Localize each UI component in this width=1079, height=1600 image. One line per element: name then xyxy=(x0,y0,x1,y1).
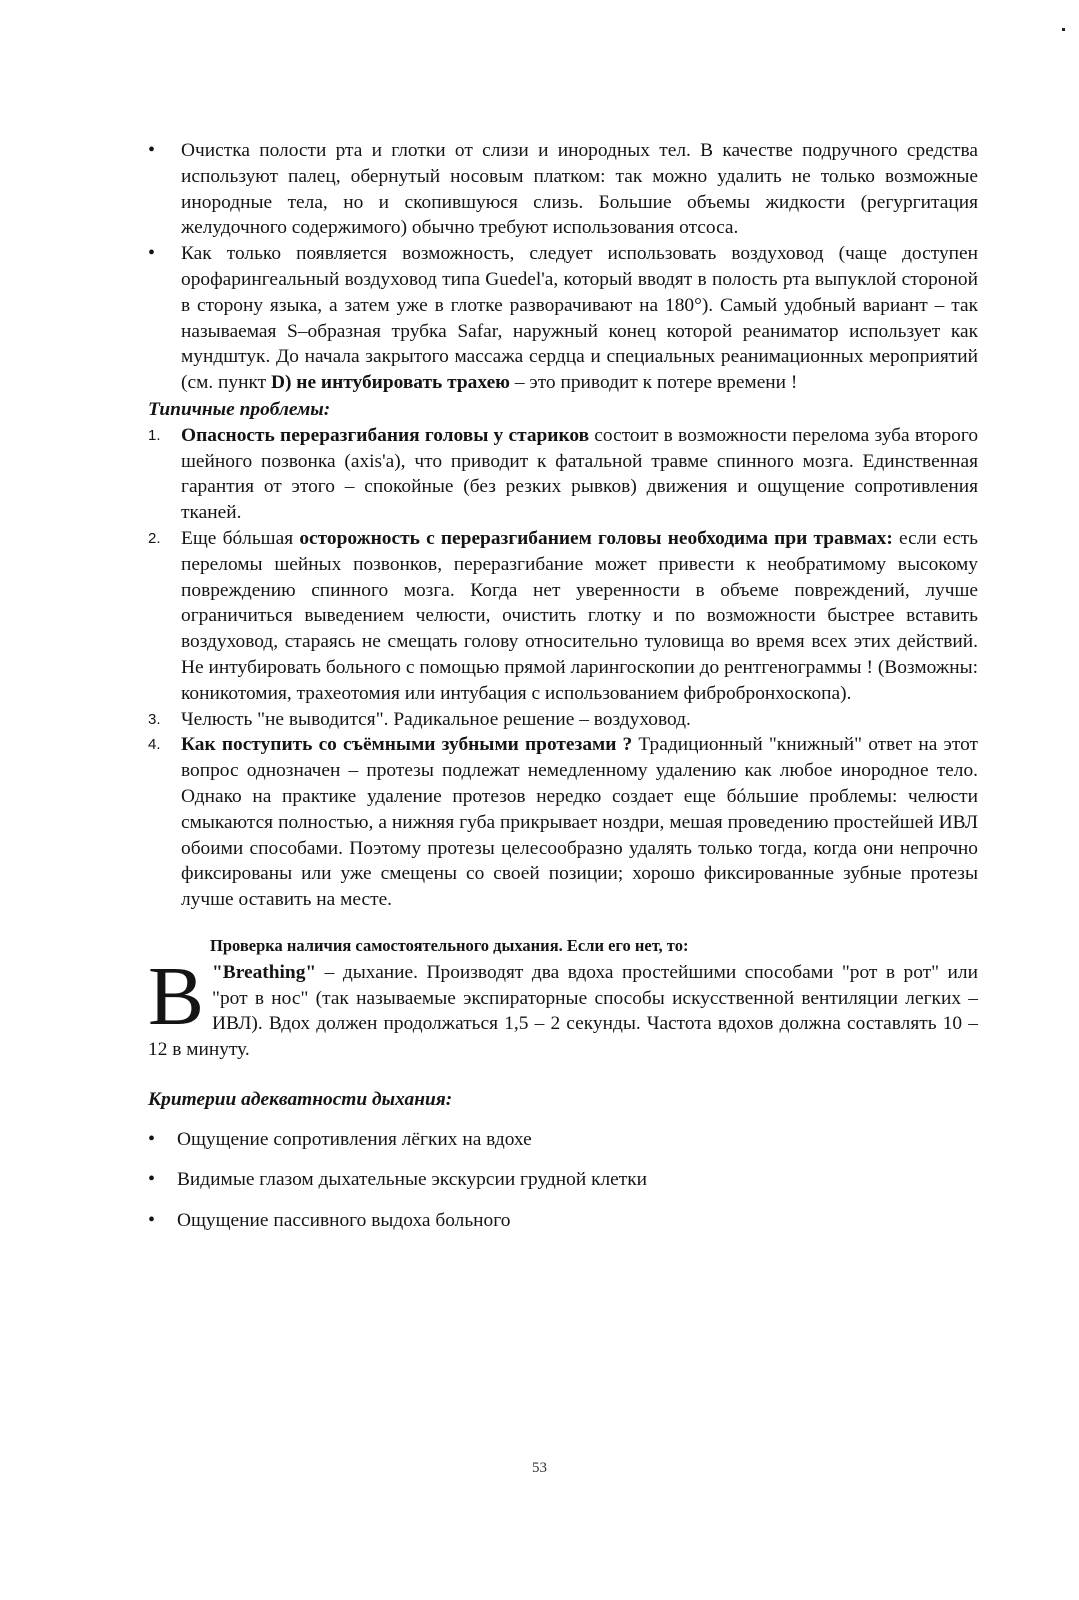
scan-speck xyxy=(1062,28,1065,31)
problem-item-1 xyxy=(148,423,978,526)
problem-text: Традиционный "книжный" ответ на этот вопрос однозначен – протезы подлежат немедленному удалению как любое инородное тело. Однако на практике удаление протезов нередко создает еще бóльшие проблемы: челюсти смыкаются полностью, а нижняя губа прикрывает ноздри, мешая проведению простейшей ИВЛ обоими способами. Поэтому протезы целесообразно удалять только тогда, когда они непрочно фиксированы или уже смещены со своей позиции; хорошо фиксированные зубные протезы лучше оставить на месте. xyxy=(181,734,979,911)
dropcap-letter: B xyxy=(148,949,205,1043)
top-bullet-list xyxy=(148,138,978,396)
problem-item-3 xyxy=(148,707,978,733)
problem-text: если есть переломы шейных позвонков, переразгибание может привести к необратимому высокому повреждению спинного мозга. Когда нет уверенности в объеме повреждений, лучше ограничиться выведением челюсти, очистить глотку и по возможности быстрее вставить воздуховод, стараясь не смещать голову относительно туловища во время всех этих действий. Не интубировать больного с помощью прямой ларингоскопии до рентгенограммы ! (Возможны: коникотомия, трахеотомия или интубация с использованием фибробронхоскопа). xyxy=(181,527,978,704)
criteria-item: • Ощущение пассивного выдоха больного xyxy=(148,1208,978,1234)
breathing-section xyxy=(148,933,978,1063)
problem-number: 3. xyxy=(148,710,161,728)
problem-item-4 xyxy=(148,732,978,913)
page-number: 53 xyxy=(532,1460,547,1476)
criteria-list xyxy=(148,1127,978,1234)
problems-list xyxy=(148,423,978,913)
problem-item-2 xyxy=(148,526,978,707)
criteria-item: • Ощущение сопротивления лёгких на вдохе xyxy=(148,1127,978,1153)
bullet-airway-text-2: – это приводит к потере времени ! xyxy=(510,372,798,394)
problem-text: состоит в возможности перелома зуба второго шейного позвонка (axis'a), что приводит к фатальной травме спинного мозга. Единственная гарантия от этого – спокойные (без резких рывков) движения и ощущение сопротивления тканей. xyxy=(181,424,979,524)
bullet-airway xyxy=(148,241,978,396)
problem-pre: Еще бóльшая xyxy=(181,527,300,549)
problem-bold: Как поступить со съёмными зубными протезами ? xyxy=(181,734,633,756)
breathing-body xyxy=(148,949,978,1063)
breathing-heading: Проверка наличия самостоятельного дыхания. Если его нет, то: xyxy=(210,935,689,955)
problem-number: 4. xyxy=(148,736,161,754)
page-content xyxy=(148,138,978,1249)
problems-heading: Типичные проблемы: xyxy=(148,398,331,420)
bullet-airway-bold: D) не интубировать трахею xyxy=(270,372,510,394)
problem-text: Челюсть "не выводится". Радикальное решение – воздуховод. xyxy=(181,708,691,730)
problem-number: 2. xyxy=(148,529,161,547)
bullet-cleaning-text: Очистка полости рта и глотки от слизи и инородных тел. В качестве подручного средства используют палец, обернутый носовым платком: так можно удалить не только возможные инородные тела, но и скопившуюся слизь. Большие объемы жидкости (регургитация желудочного содержимого) обычно требуют использования отсоса. xyxy=(181,140,978,239)
problem-bold: Опасность переразгибания головы у стариков xyxy=(181,424,590,446)
criteria-heading: Критерии адекватности дыхания: xyxy=(148,1088,453,1110)
criteria-item: • Видимые глазом дыхательные экскурсии грудной клетки xyxy=(148,1167,978,1193)
problem-number: 1. xyxy=(148,426,161,444)
bullet-airway-text-1: Как только появляется возможность, следует использовать воздуховод (чаще доступен орофарингеальный воздуховод типа Guedel'a, который вводят в полость рта выпуклой стороной в сторону языка, а затем уже в глотке разворачивают на 180°). Самый удобный вариант – так называемая S–образная трубка Safar, наружный конец которой реаниматор использует как мундштук. До начала закрытого массажа сердца и специальных реанимационных мероприятий (см. пункт xyxy=(181,243,978,394)
bullet-cleaning xyxy=(148,138,978,241)
breathing-term: "Breathing" xyxy=(212,961,317,983)
problem-bold: осторожность с переразгибанием головы необходима при травмах: xyxy=(299,527,893,549)
breathing-text: – дыхание. Производят два вдоха простейшими способами "рот в рот" или "рот в нос" (так называемые экспираторные способы искусственной вентиляции легких – ИВЛ). Вдох должен продолжаться 1,5 – 2 секунды. Частота вдохов должна составлять 10 – 12 в минуту. xyxy=(148,961,978,1061)
